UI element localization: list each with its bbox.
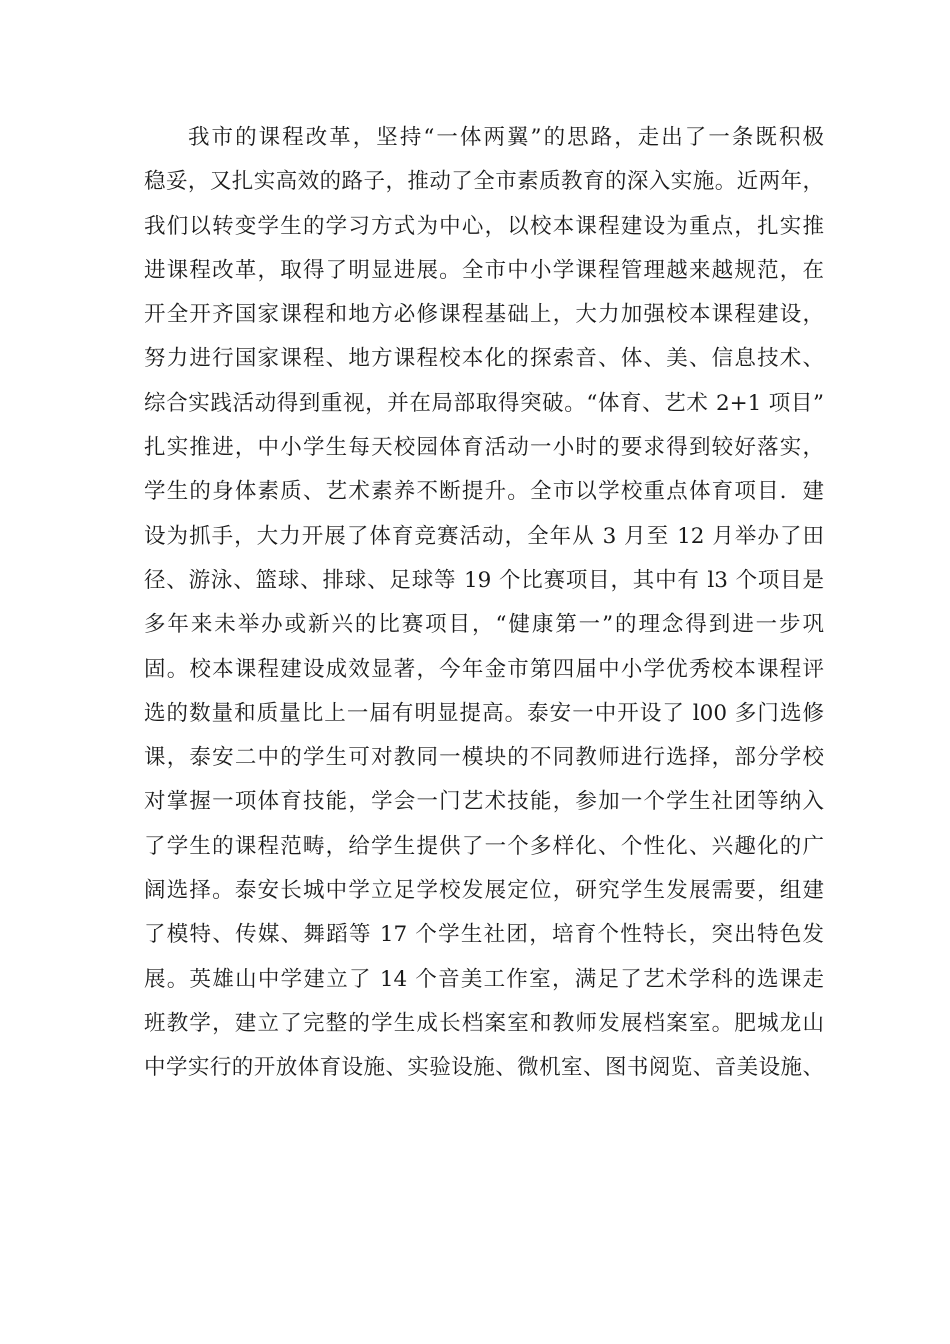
paragraph-line: 了模特、传媒、舞蹈等 17 个学生社团，培育个性特长，突出特色发 <box>144 922 824 948</box>
paragraph-line: 稳妥，又扎实高效的路子，推动了全市素质教育的深入实施。近两年， <box>144 169 824 195</box>
paragraph-line: 了学生的课程范畴，给学生提供了一个多样化、个性化、兴趣化的广 <box>144 833 824 859</box>
paragraph-line: 我市的课程改革，坚持“一体两翼”的思路，走出了一条既积极 <box>188 125 824 150</box>
paragraph-line: 中学实行的开放体育设施、实验设施、微机室、图书阅览、音美设施、 <box>144 1055 824 1081</box>
paragraph-line: 设为抓手，大力开展了体育竞赛活动，全年从 3 月至 12 月举办了田 <box>144 523 824 549</box>
paragraph-line: 扎实推进，中小学生每天校园体育活动一小时的要求得到较好落实， <box>144 435 824 461</box>
paragraph-line: 开全开齐国家课程和地方必修课程基础上，大力加强校本课程建设， <box>144 302 824 328</box>
body-paragraph <box>144 116 824 1091</box>
paragraph-line: 课，泰安二中的学生可对教同一模块的不同教师进行选择，部分学校 <box>144 745 824 771</box>
paragraph-line: 阔选择。泰安长城中学立足学校发展定位，研究学生发展需要，组建 <box>144 878 824 904</box>
paragraph-line: 对掌握一项体育技能，学会一门艺术技能，参加一个学生社团等纳入 <box>144 789 824 815</box>
paragraph-line: 学生的身体素质、艺术素养不断提升。全市以学校重点体育项目．建 <box>144 479 824 505</box>
paragraph-line: 固。校本课程建设成效显著，今年金市第四届中小学优秀校本课程评 <box>144 656 824 682</box>
paragraph-line: 努力进行国家课程、地方课程校本化的探索音、体、美、信息技术、 <box>144 346 824 372</box>
paragraph-line: 多年来未举办或新兴的比赛项目，“健康第一”的理念得到进一步巩 <box>144 612 824 638</box>
paragraph-line: 我们以转变学生的学习方式为中心，以校本课程建设为重点，扎实推 <box>144 213 824 239</box>
paragraph-line: 选的数量和质量比上一届有明显提高。泰安一中开设了 l00 多门选修 <box>144 700 824 726</box>
paragraph-line: 进课程改革，取得了明显进展。全市中小学课程管理越来越规范，在 <box>144 257 824 283</box>
paragraph-line: 班教学，建立了完整的学生成长档案室和教师发展档案室。肥城龙山 <box>144 1010 824 1036</box>
paragraph-line: 综合实践活动得到重视，并在局部取得突破。“体育、艺术 2+1 项目” <box>144 390 824 416</box>
paragraph-line: 径、游泳、篮球、排球、足球等 19 个比赛项目，其中有 l3 个项目是 <box>144 567 824 593</box>
paragraph-line: 展。英雄山中学建立了 14 个音美工作室，满足了艺术学科的选课走 <box>144 966 824 992</box>
